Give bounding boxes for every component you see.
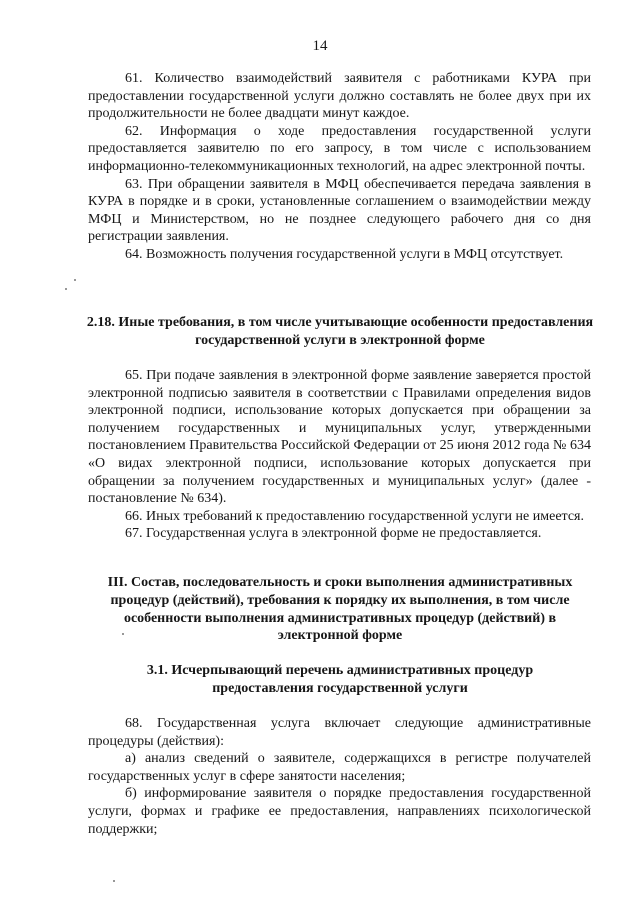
paragraph-64: 64. Возможность получения государственной услуги в МФЦ отсутствует.: [125, 246, 564, 262]
page-number: 14: [312, 38, 328, 54]
scan-speck: [122, 633, 124, 635]
heading-section-III: III. Состав, последовательность и сроки выполнения административных процедур (действий), требования к порядку их выполнения, в том числе особенности выполнения административных процедур (действий) в электронной форме: [107, 575, 573, 644]
paragraph-67: 67. Государственная услуга в электронной форме не предоставляется.: [125, 526, 542, 542]
text-block-68: [88, 715, 591, 838]
paragraph-62: 62. Информация о ходе предоставления государственной услуги предоставляется заявителю по его запросу, в том числе с использованием информационно-телекоммуникационных технологий, на адрес электронной почты.: [88, 123, 591, 174]
heading-3-1: 3.1. Исчерпывающий перечень административных процедур предоставления государственной услуги: [146, 663, 534, 696]
paragraph-61: 61. Количество взаимодействий заявителя с работниками КУРА при предоставлении государственной услуги должно составлять не более двух при их продолжительности не более двадцати минут каждое.: [88, 71, 591, 122]
paragraph-66: 66. Иных требований к предоставлению государственной услуги не имеется.: [125, 508, 584, 524]
paragraph-68: 68. Государственная услуга включает следующие административные процедуры (действия):: [88, 716, 591, 749]
paragraph-65: 65. При подаче заявления в электронной форме заявление заверяется простой электронной подписью заявителя в соответствии с Правилами определения видов электронной подписи, использование которых допускается при обращении за получением государственных и муниципальных услуг, утвержденными постановлением Правительства Российской Федерации от 25 июня 2012 года № 634 «О видах электронной подписи, использование которых допускается при обращении за получением государственных и муниципальных услуг» (далее - постановление № 634).: [88, 368, 591, 507]
paragraph-63: 63. При обращении заявителя в МФЦ обеспечивается передача заявления в КУРА в порядке и в сроки, установленные соглашением о взаимодействии между МФЦ и Министерством, но не позднее следующего рабочего дня со дня регистрации заявления.: [88, 176, 591, 245]
text-block-61-64: [88, 70, 591, 264]
heading-2-18: 2.18. Иные требования, в том числе учитывающие особенности предоставления государственной услуги в электронной форме: [86, 315, 594, 348]
list-item-b: б) информирование заявителя о порядке предоставления государственной услуги, формах и графике ее предоставления, направлениях психологической поддержки;: [88, 786, 591, 837]
text-block-65-67: [88, 367, 591, 543]
scan-speck: [74, 279, 76, 281]
scan-speck: [113, 880, 115, 882]
scan-speck: [65, 288, 67, 290]
list-item-a: а) анализ сведений о заявителе, содержащихся в регистре получателей государственных услуг в сфере занятости населения;: [88, 751, 591, 784]
